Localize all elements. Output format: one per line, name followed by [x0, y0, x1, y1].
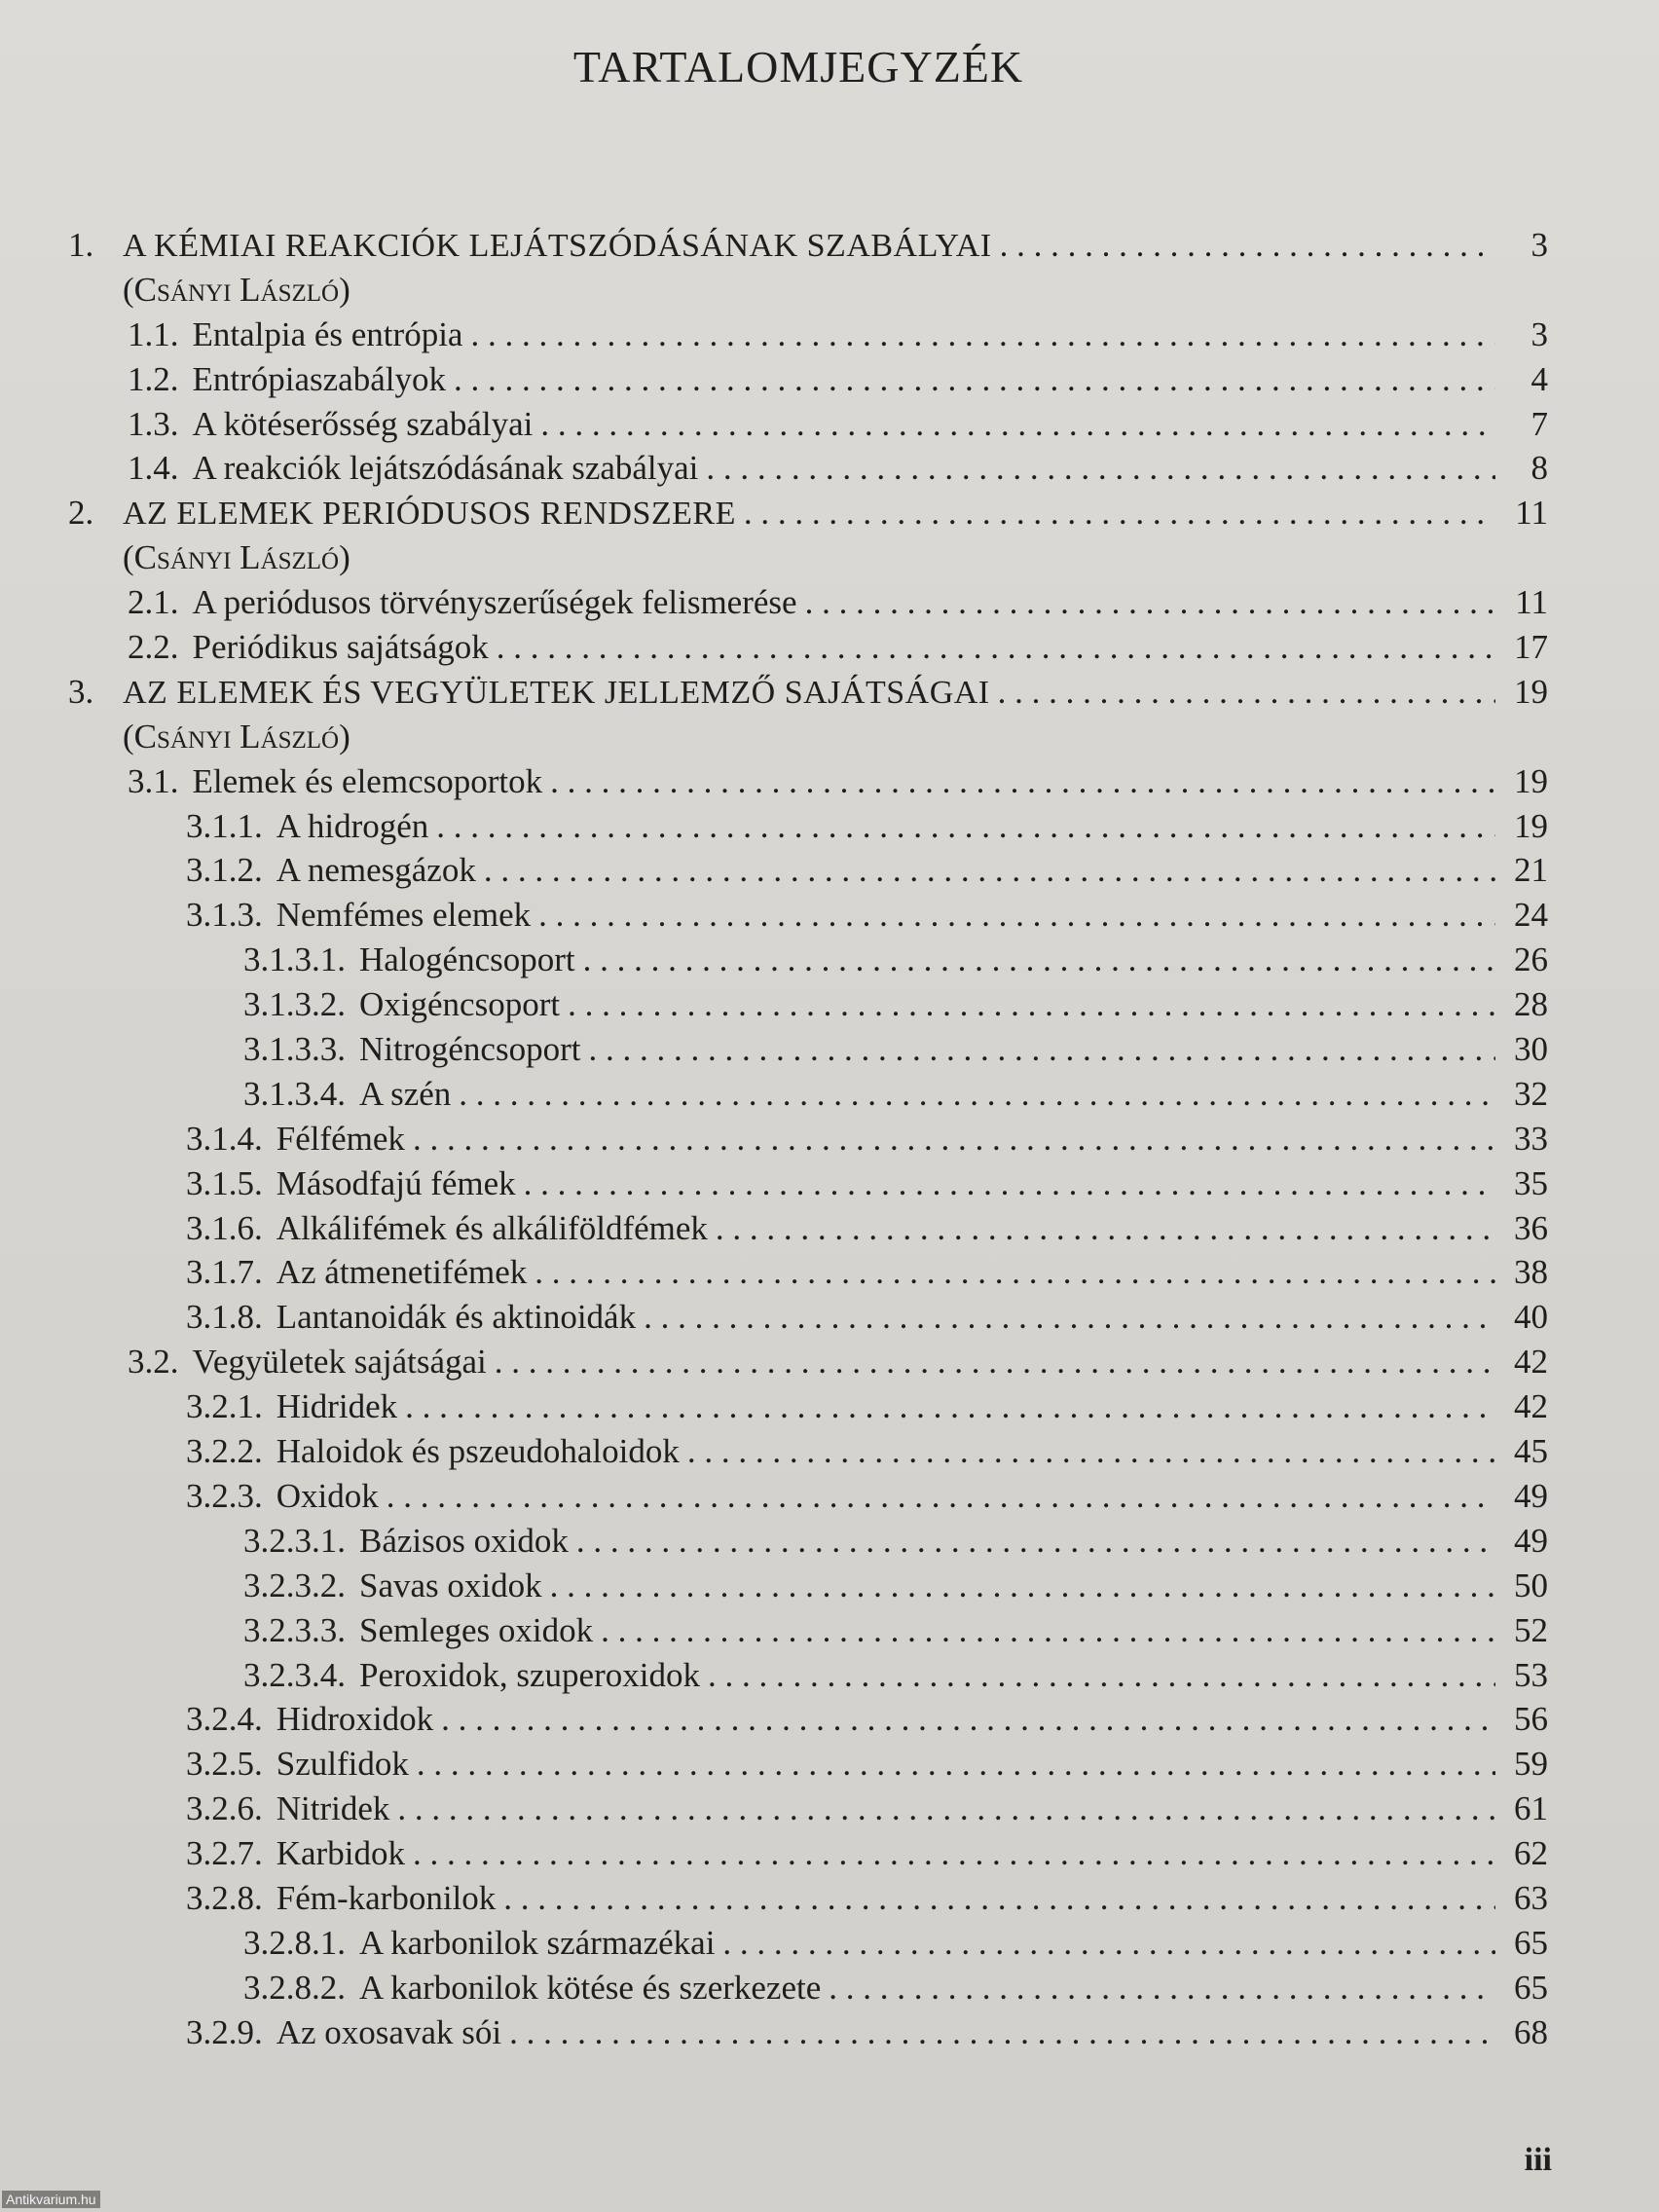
toc-entry-title: Karbidok — [276, 1834, 405, 1873]
toc-entry-page: 3 — [1530, 226, 1548, 264]
toc-entry — [68, 1164, 1548, 1209]
toc-entry — [68, 1120, 1548, 1164]
toc-entry-number: 3.1.3.1. — [243, 940, 346, 979]
toc-entry-page: 65 — [1514, 1923, 1548, 1962]
table-of-contents — [68, 226, 1548, 2058]
toc-entry-number: 3.2.8.1. — [243, 1923, 346, 1962]
toc-entry — [68, 1656, 1548, 1701]
dot-leader — [497, 628, 1495, 667]
dot-leader — [503, 1879, 1495, 1918]
toc-entry — [68, 1209, 1548, 1254]
toc-entry-title: A periódusos törvényszerűségek felismerése — [192, 583, 797, 622]
toc-entry-number: 3.1.3.2. — [243, 985, 346, 1024]
toc-entry-number: 3.2.5. — [186, 1745, 263, 1784]
toc-entry — [68, 673, 1548, 718]
toc-entry — [68, 2013, 1548, 2058]
toc-entry-page: 62 — [1514, 1834, 1548, 1873]
dot-leader — [568, 985, 1495, 1024]
toc-entry-page: 65 — [1514, 1968, 1548, 2007]
dot-leader — [805, 583, 1495, 622]
dot-leader — [644, 1298, 1495, 1337]
toc-entry-title: Semleges oxidok — [359, 1610, 594, 1649]
toc-entry — [68, 1522, 1548, 1567]
toc-entry — [68, 762, 1548, 807]
toc-entry-number: 3.2.2. — [186, 1432, 263, 1471]
toc-entry — [68, 1030, 1548, 1075]
dot-leader — [405, 1387, 1495, 1426]
toc-entry-number: 3.2.8.2. — [243, 1968, 346, 2007]
dot-leader — [1000, 226, 1495, 265]
dot-leader — [417, 1745, 1495, 1784]
toc-entry-title: Nitrogéncsoport — [359, 1030, 581, 1069]
toc-author: (Csányi László) — [123, 717, 350, 756]
toc-entry-page: 63 — [1514, 1878, 1548, 1917]
toc-entry-number: 3. — [68, 672, 94, 711]
toc-entry-page: 49 — [1514, 1521, 1548, 1560]
toc-entry — [68, 851, 1548, 896]
toc-author-line — [68, 271, 1548, 315]
toc-author: (Csányi László) — [123, 270, 350, 309]
toc-entry-page: 42 — [1514, 1387, 1548, 1426]
toc-entry-title: Az oxosavak sói — [276, 2012, 502, 2051]
toc-entry — [68, 315, 1548, 360]
toc-entry — [68, 1924, 1548, 1969]
dot-leader — [524, 1164, 1495, 1203]
toc-entry-page: 42 — [1514, 1343, 1548, 1382]
toc-entry-title: A kötéserősség szabályai — [192, 404, 534, 443]
toc-entry-title: Vegyületek sajátságai — [192, 1343, 487, 1382]
dot-leader — [550, 762, 1495, 801]
toc-entry-page: 19 — [1514, 806, 1548, 845]
dot-leader — [588, 1030, 1495, 1069]
toc-entry-title: Peroxidok, szuperoxidok — [359, 1655, 700, 1694]
toc-entry — [68, 1477, 1548, 1522]
toc-entry-title: A karbonilok kötése és szerkezete — [359, 1968, 822, 2007]
toc-entry-number: 3.1.1. — [186, 806, 263, 845]
dot-leader — [484, 851, 1495, 890]
page-number: iii — [1524, 2142, 1552, 2178]
toc-entry-number: 3.2.3. — [186, 1476, 263, 1515]
toc-entry-number: 3.1.4. — [186, 1119, 263, 1158]
toc-entry-page: 3 — [1530, 314, 1548, 353]
dot-leader — [413, 1120, 1495, 1159]
toc-entry — [68, 628, 1548, 673]
toc-entry-number: 3.2.3.3. — [243, 1610, 346, 1649]
toc-entry-page: 19 — [1514, 761, 1548, 800]
toc-entry-page: 17 — [1514, 628, 1548, 667]
page-title: TARTALOMJEGYZÉK — [572, 42, 1024, 92]
toc-entry-number: 3.2.4. — [186, 1700, 263, 1739]
toc-entry-page: 32 — [1514, 1074, 1548, 1113]
dot-leader — [454, 360, 1495, 399]
toc-entry-number: 3.2. — [128, 1343, 179, 1382]
toc-entry-number: 3.2.3.1. — [243, 1521, 346, 1560]
toc-entry-number: 3.1.3.3. — [243, 1030, 346, 1069]
toc-entry-page: 28 — [1514, 985, 1548, 1024]
dot-leader — [583, 940, 1495, 979]
toc-entry-title: Másodfajú fémek — [276, 1163, 516, 1202]
toc-entry-title: Nitridek — [276, 1789, 390, 1828]
dot-leader — [459, 1075, 1495, 1114]
toc-entry-title: Oxigéncsoport — [359, 985, 561, 1024]
dot-leader — [576, 1522, 1495, 1561]
dot-leader — [601, 1611, 1495, 1650]
toc-entry-number: 2.2. — [128, 628, 179, 667]
toc-entry-page: 19 — [1514, 672, 1548, 711]
toc-entry-title: A nemesgázok — [276, 851, 476, 890]
toc-entry-title: A KÉMIAI REAKCIÓK LEJÁTSZÓDÁSÁNAK SZABÁLYAI — [123, 228, 992, 264]
toc-entry — [68, 1298, 1548, 1343]
toc-entry — [68, 1432, 1548, 1477]
toc-entry-title: Bázisos oxidok — [359, 1521, 569, 1560]
toc-entry-title: Lantanoidák és aktinoidák — [276, 1298, 637, 1337]
toc-entry-title: A szén — [359, 1074, 452, 1113]
dot-leader — [706, 449, 1495, 488]
toc-entry-page: 11 — [1515, 494, 1548, 533]
toc-entry-title: Elemek és elemcsoportok — [192, 761, 543, 800]
toc-entry — [68, 1789, 1548, 1834]
toc-entry — [68, 896, 1548, 940]
toc-entry-title: AZ ELEMEK PERIÓDUSOS RENDSZERE — [123, 496, 736, 533]
toc-entry-title: A karbonilok származékai — [359, 1923, 716, 1962]
toc-entry-number: 3.1. — [128, 761, 179, 800]
toc-entry-number: 1. — [68, 226, 94, 264]
toc-entry — [68, 360, 1548, 405]
dot-leader — [722, 1924, 1495, 1963]
toc-entry-number: 3.1.3.4. — [243, 1074, 346, 1113]
dot-leader — [535, 1253, 1495, 1292]
dot-leader — [540, 405, 1495, 444]
toc-entry-number: 3.2.1. — [186, 1387, 263, 1426]
toc-entry-number: 3.2.9. — [186, 2012, 263, 2051]
toc-entry — [68, 1075, 1548, 1120]
toc-entry-page: 8 — [1530, 449, 1548, 488]
toc-entry-page: 50 — [1514, 1566, 1548, 1604]
toc-entry-title: A hidrogén — [276, 806, 429, 845]
toc-entry-number: 3.1.8. — [186, 1298, 263, 1337]
toc-entry-number: 3.2.3.4. — [243, 1655, 346, 1694]
toc-entry — [68, 583, 1548, 628]
toc-entry-title: AZ ELEMEK ÉS VEGYÜLETEK JELLEMZŐ SAJÁTSÁGAI — [123, 674, 990, 711]
toc-entry-title: Halogéncsoport — [359, 940, 575, 979]
toc-entry-title: Periódikus sajátságok — [192, 628, 489, 667]
toc-entry — [68, 1879, 1548, 1924]
dot-leader — [436, 807, 1495, 846]
toc-entry — [68, 1253, 1548, 1298]
toc-entry-number: 3.2.7. — [186, 1834, 263, 1873]
dot-leader — [441, 1700, 1495, 1739]
toc-entry-title: Entrópiaszabályok — [192, 359, 446, 398]
toc-entry-page: 30 — [1514, 1030, 1548, 1069]
dot-leader — [550, 1567, 1495, 1605]
toc-entry — [68, 226, 1548, 271]
toc-entry-number: 2.1. — [128, 583, 179, 622]
dot-leader — [397, 1789, 1495, 1828]
toc-author-line — [68, 538, 1548, 583]
toc-entry — [68, 494, 1548, 538]
toc-entry-page: 7 — [1530, 404, 1548, 443]
toc-entry-number: 3.1.6. — [186, 1208, 263, 1247]
toc-entry-number: 3.1.3. — [186, 896, 263, 935]
toc-entry-title: Félfémek — [276, 1119, 405, 1158]
toc-entry-page: 56 — [1514, 1700, 1548, 1739]
toc-entry — [68, 985, 1548, 1030]
toc-entry-page: 45 — [1514, 1432, 1548, 1471]
toc-entry-number: 3.2.3.2. — [243, 1566, 346, 1604]
toc-entry — [68, 405, 1548, 450]
toc-entry-page: 24 — [1514, 896, 1548, 935]
dot-leader — [538, 896, 1495, 935]
dot-leader — [687, 1432, 1495, 1471]
toc-entry — [68, 1700, 1548, 1745]
watermark: Antikvarium.hu — [2, 2191, 100, 2208]
toc-entry-page: 11 — [1515, 583, 1548, 622]
toc-entry-number: 1.2. — [128, 359, 179, 398]
toc-entry-title: A reakciók lejátszódásának szabályai — [192, 449, 699, 488]
toc-entry — [68, 1387, 1548, 1432]
toc-entry — [68, 1834, 1548, 1879]
toc-entry-number: 1.3. — [128, 404, 179, 443]
toc-entry-number: 1.1. — [128, 314, 179, 353]
toc-entry-title: Szulfidok — [276, 1745, 409, 1784]
toc-entry-page: 35 — [1514, 1163, 1548, 1202]
toc-entry — [68, 1611, 1548, 1656]
toc-entry-number: 3.1.7. — [186, 1253, 263, 1292]
toc-entry-title: Entalpia és entrópia — [192, 314, 463, 353]
toc-entry-title: Oxidok — [276, 1476, 379, 1515]
toc-entry-page: 40 — [1514, 1298, 1548, 1337]
toc-entry-page: 52 — [1514, 1610, 1548, 1649]
toc-entry-title: Savas oxidok — [359, 1566, 542, 1604]
toc-entry-page: 68 — [1514, 2012, 1548, 2051]
dot-leader — [413, 1834, 1495, 1873]
toc-entry — [68, 1745, 1548, 1789]
toc-entry-page: 33 — [1514, 1119, 1548, 1158]
toc-entry-number: 3.1.2. — [186, 851, 263, 890]
toc-entry-page: 26 — [1514, 940, 1548, 979]
toc-entry — [68, 1969, 1548, 2013]
toc-entry-title: Az átmenetifémek — [276, 1253, 528, 1292]
dot-leader — [998, 673, 1495, 712]
toc-entry — [68, 1343, 1548, 1387]
toc-entry-title: Nemfémes elemek — [276, 896, 532, 935]
dot-leader — [387, 1477, 1495, 1516]
toc-entry — [68, 1567, 1548, 1611]
toc-entry-page: 36 — [1514, 1208, 1548, 1247]
dot-leader — [470, 315, 1495, 354]
toc-entry — [68, 940, 1548, 985]
toc-entry-number: 3.2.6. — [186, 1789, 263, 1828]
toc-entry — [68, 807, 1548, 852]
toc-entry-title: Fém-karbonilok — [276, 1878, 497, 1917]
toc-entry-page: 38 — [1514, 1253, 1548, 1292]
toc-entry-title: Hidroxidok — [276, 1700, 434, 1739]
dot-leader — [708, 1656, 1495, 1695]
dot-leader — [495, 1343, 1495, 1382]
toc-entry-page: 4 — [1530, 359, 1548, 398]
toc-entry-title: Haloidok és pszeudohaloidok — [276, 1432, 680, 1471]
toc-entry-page: 53 — [1514, 1655, 1548, 1694]
dot-leader — [716, 1209, 1495, 1248]
toc-entry-number: 3.2.8. — [186, 1878, 263, 1917]
dot-leader — [829, 1969, 1495, 2008]
toc-entry-page: 49 — [1514, 1476, 1548, 1515]
toc-entry-page: 21 — [1514, 851, 1548, 890]
toc-entry-title: Alkálifémek és alkáliföldfémek — [276, 1208, 708, 1247]
toc-entry-number: 1.4. — [128, 449, 179, 488]
toc-entry-number: 2. — [68, 494, 94, 533]
toc-entry — [68, 449, 1548, 494]
toc-entry-number: 3.1.5. — [186, 1163, 263, 1202]
dot-leader — [509, 2013, 1495, 2052]
toc-entry-title: Hidridek — [276, 1387, 398, 1426]
dot-leader — [744, 494, 1495, 533]
toc-author: (Csányi László) — [123, 538, 350, 577]
toc-entry-page: 61 — [1514, 1789, 1548, 1828]
toc-author-line — [68, 718, 1548, 762]
toc-entry-page: 59 — [1514, 1745, 1548, 1784]
